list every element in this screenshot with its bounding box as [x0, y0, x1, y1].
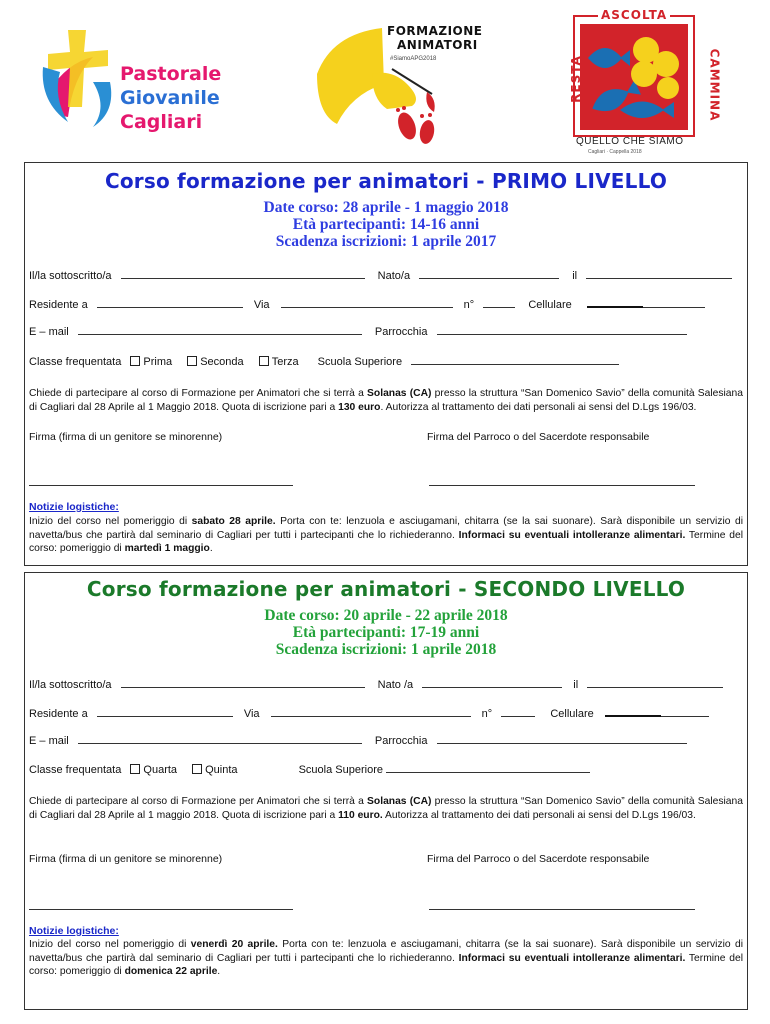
row-residence [29, 296, 705, 311]
label-school: Scuola Superiore [317, 356, 403, 368]
formazione-line: FORMAZIONE [387, 24, 483, 38]
city-field[interactable] [97, 706, 233, 717]
form-section-primo-livello [24, 162, 748, 566]
parish-field[interactable] [437, 324, 687, 335]
label-born: Nato/a [377, 270, 411, 282]
label-parish: Parrocchia [374, 735, 428, 747]
pastorale-line: Pastorale [120, 63, 222, 85]
section-title: Corso formazione per animatori - PRIMO LIVELLO [104, 169, 668, 193]
request-text-post: Autorizza al trattamento dei dati personali ai sensi del D.Lgs 196/03. [382, 809, 696, 821]
request-place: Solanas (CA) [367, 796, 432, 807]
class-option-quarta: Quarta [143, 764, 178, 776]
notice-text-mid: Porta con te: lenzuola e asciugamani, chitarra (se la sai suonare). Sarà disponibile un servizio di navetta/bus che partirà dal seminario di Cagliari per tutti i partecipanti che lo richiederanno. [29, 939, 743, 964]
request-text: Chiede di partecipare al corso di Formazione per Animatori che si terrà a [29, 388, 368, 399]
label-class: Classe frequentata [29, 356, 122, 368]
label-street: Via [243, 708, 260, 720]
quello-che-siamo-text: QUELLO CHE SIAMO [576, 136, 684, 147]
request-fee: 130 euro [338, 401, 381, 413]
notice-text: Inizio del corso nel pomeriggio di [29, 939, 191, 950]
mobile-field-ext [661, 706, 709, 717]
checkbox-terza[interactable] [259, 356, 269, 366]
signature-parent-line[interactable] [29, 909, 293, 910]
number-field[interactable] [483, 297, 515, 308]
class-option-seconda: Seconda [200, 356, 244, 368]
label-mobile: Cellulare [528, 299, 572, 311]
label-email: E – mail [29, 735, 69, 747]
label-street: Via [253, 299, 270, 311]
label-parish: Parrocchia [374, 326, 428, 338]
label-undersigned: Il/la sottoscritto/a [29, 270, 112, 282]
checkbox-seconda[interactable] [187, 356, 197, 366]
signature-parent-line[interactable] [29, 485, 293, 486]
label-on: il [572, 270, 578, 282]
label-resident: Residente a [29, 299, 88, 311]
city-field[interactable] [97, 297, 243, 308]
label-number: n° [463, 299, 475, 311]
notice-end-date: martedì 1 maggio [124, 543, 210, 554]
birthdate-field[interactable] [586, 268, 732, 279]
row-email [29, 733, 687, 747]
email-field[interactable] [78, 733, 362, 744]
label-email: E – mail [29, 326, 69, 338]
row-class [29, 354, 619, 368]
notice-text: Inizio del corso nel pomeriggio di [29, 516, 192, 527]
request-text-post: . Autorizza al trattamento dei dati personali ai sensi del D.Lgs 196/03. [380, 401, 697, 413]
school-field[interactable] [411, 354, 619, 365]
parish-field[interactable] [437, 733, 687, 744]
mobile-field-ext [643, 297, 705, 308]
label-sig-priest: Firma del Parroco o del Sacerdote responsabile [427, 431, 650, 443]
class-option-prima: Prima [143, 356, 173, 368]
course-info [25, 199, 747, 250]
birthdate-field[interactable] [587, 677, 723, 688]
form-section-secondo-livello [24, 572, 748, 1010]
label-sig-parent: Firma (firma di un genitore se minorenne) [29, 431, 223, 443]
row-name [29, 677, 723, 691]
giovanile-line: Giovanile [120, 87, 220, 109]
birthplace-field[interactable] [422, 677, 562, 688]
course-dates: Date corso: 28 aprile - 1 maggio 2018 [263, 199, 509, 216]
signature-priest-line[interactable] [429, 485, 695, 486]
row-email [29, 324, 687, 338]
section-title: Corso formazione per animatori - SECONDO LIVELLO [86, 577, 686, 601]
birthplace-field[interactable] [419, 268, 559, 279]
notice-paragraph [29, 515, 743, 556]
label-born: Nato /a [377, 679, 414, 691]
hashtag: #SiamoAPG2018 [390, 56, 437, 62]
ascolta-resta-cammina-logo [560, 8, 722, 158]
checkbox-quarta[interactable] [130, 764, 140, 774]
course-deadline: Scadenza iscrizioni: 1 aprile 2018 [275, 641, 497, 658]
street-field[interactable] [281, 297, 453, 308]
request-paragraph [29, 795, 743, 822]
notice-end-text: Termine del corso: pomeriggio di [29, 952, 743, 977]
resta-text: RESTA [568, 55, 583, 103]
street-field[interactable] [271, 706, 471, 717]
label-number: n° [481, 708, 493, 720]
email-field[interactable] [78, 324, 362, 335]
label-resident: Residente a [29, 708, 88, 720]
mobile-field[interactable] [605, 705, 661, 717]
label-class: Classe frequentata [29, 764, 122, 776]
notice-end-post: . [209, 543, 213, 554]
course-info [25, 607, 747, 658]
course-dates: Date corso: 20 aprile - 22 aprile 2018 [264, 607, 508, 624]
notice-text-mid: Porta con te: lenzuola e asciugamani, chitarra (se la sai suonare). Sarà disponibile un servizio di navetta/bus che partirà dal seminario di Cagliari per tutti i partecipanti che lo richiederanno. [29, 516, 743, 541]
ascolta-text: ASCOLTA [598, 8, 670, 22]
label-undersigned: Il/la sottoscritto/a [29, 679, 112, 691]
label-on: il [573, 679, 579, 691]
school-field[interactable] [386, 762, 590, 773]
request-fee: 110 euro. [338, 809, 383, 821]
notice-title: Notizie logistiche: [29, 501, 119, 513]
notice-end-date: domenica 22 aprile [124, 966, 218, 977]
notice-title: Notizie logistiche: [29, 925, 119, 937]
notice-start: venerdì 20 aprile. [190, 939, 278, 950]
label-school: Scuola Superiore [298, 764, 383, 776]
row-name [29, 268, 732, 282]
request-text: Chiede di partecipare al corso di Formazione per Animatori che si terrà a [29, 796, 368, 807]
class-option-quinta: Quinta [205, 764, 238, 776]
course-ages: Età partecipanti: 17-19 anni [292, 624, 480, 641]
label-sig-parent: Firma (firma di un genitore se minorenne) [29, 853, 223, 865]
request-text-mid: presso la struttura “San Domenico Savio” della comunità Salesiana di Cagliari dal 28 Aprile al 1 maggio 2018. Quota di iscrizione pari a [29, 796, 743, 821]
name-field[interactable] [121, 268, 365, 279]
animatori-line: ANIMATORI [397, 38, 478, 52]
course-ages: Età partecipanti: 14-16 anni [292, 216, 480, 233]
checkbox-prima[interactable] [130, 356, 140, 366]
formazione-animatori-logo [312, 14, 497, 149]
mobile-field[interactable] [587, 296, 643, 308]
checkbox-quinta[interactable] [192, 764, 202, 774]
cross-emblem-icon [38, 22, 128, 132]
request-paragraph [29, 387, 743, 414]
label-sig-priest: Firma del Parroco o del Sacerdote responsabile [427, 853, 650, 865]
notice-inform: Informaci su eventuali intolleranze alimentari. [458, 952, 686, 964]
name-field[interactable] [121, 677, 365, 688]
number-field[interactable] [501, 706, 535, 717]
pastorale-text [120, 62, 221, 134]
pastorale-giovanile-logo [38, 22, 238, 142]
notice-inform: Informaci su eventuali intolleranze alimentari. [458, 529, 686, 541]
logo-subtext: Cagliari · Cappella 2018 [588, 149, 642, 155]
notice-paragraph [29, 938, 743, 979]
label-mobile: Cellulare [550, 708, 594, 720]
cagliari-line: Cagliari [120, 111, 203, 133]
row-residence [29, 705, 709, 720]
notice-end-post: . [217, 966, 221, 977]
notice-end-text: Termine del corso: pomeriggio di [29, 529, 743, 554]
row-class [29, 762, 590, 776]
request-text-mid: presso la struttura “San Domenico Savio” della comunità Salesiana di Cagliari dal 28 Aprile al 1 Maggio 2018. Quota di iscrizione pari a [29, 388, 743, 413]
signature-priest-line[interactable] [429, 909, 695, 910]
formazione-animatori-title [387, 24, 482, 52]
request-place: Solanas (CA) [367, 388, 432, 399]
course-deadline: Scadenza iscrizioni: 1 aprile 2017 [275, 233, 497, 250]
notice-start: sabato 28 aprile. [191, 516, 276, 527]
cammina-text: CAMMINA [707, 48, 722, 122]
class-option-terza: Terza [271, 356, 299, 368]
